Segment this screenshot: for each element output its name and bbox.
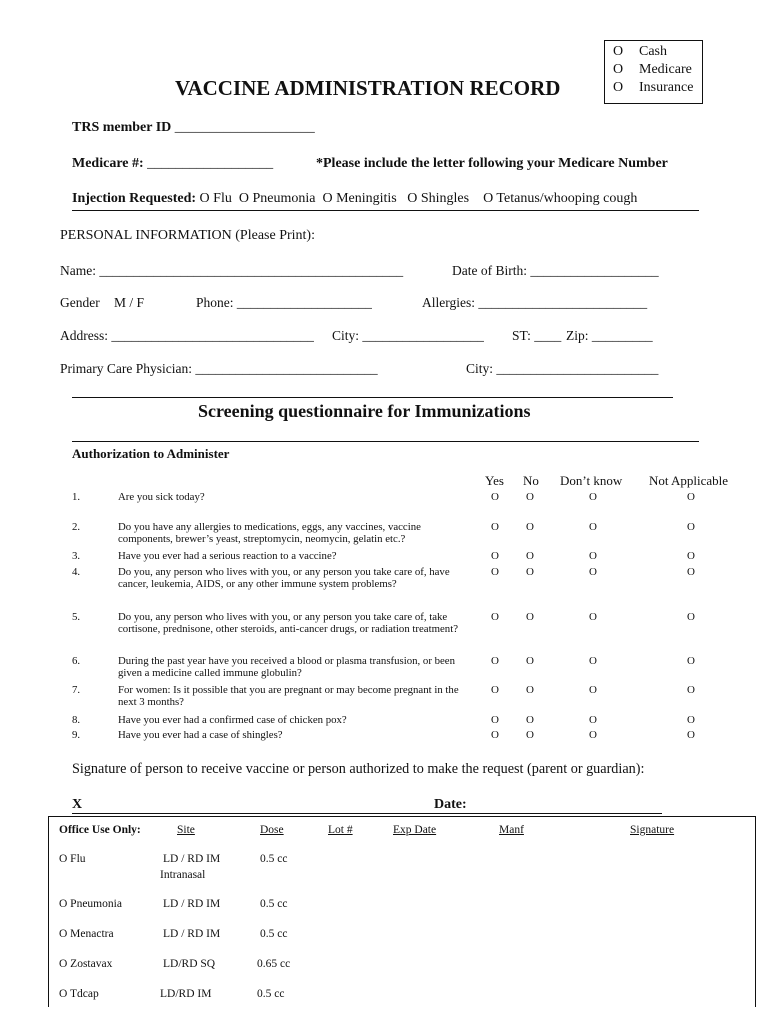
medicare-note: *Please include the letter following your Medicare Number [316, 156, 668, 171]
question-number: 8. [72, 714, 81, 726]
allergies-field[interactable]: Allergies: _________________________ [422, 295, 648, 310]
answer-yes-radio[interactable]: O [491, 566, 499, 578]
question-number: 1. [72, 491, 81, 503]
office-header-manf: Manf [499, 824, 524, 836]
question-number: 9. [72, 729, 81, 741]
injection-requested: Injection Requested: O Flu O Pneumonia O Meningitis O Shingles O Tetanus/whooping cough [72, 191, 638, 206]
office-row-site: LD/RD IM [160, 988, 212, 1000]
answer-dont-know-radio[interactable]: O [589, 729, 597, 741]
injection-option-tetanus[interactable]: O Tetanus/whooping cough [483, 191, 638, 206]
answer-no-radio[interactable]: O [526, 491, 534, 503]
payment-method-box [604, 40, 703, 104]
header-not-applicable: Not Applicable [649, 473, 729, 488]
office-row-dose: 0.5 cc [260, 928, 288, 940]
injection-option-meningitis[interactable]: O Meningitis [322, 191, 397, 206]
office-row-vaccine[interactable]: O Flu [59, 853, 86, 865]
payment-option-insurance[interactable]: O Insurance [613, 80, 694, 95]
answer-not-applicable-radio[interactable]: O [687, 566, 695, 578]
phone-field[interactable]: Phone: ____________________ [196, 295, 372, 310]
office-header-lot: Lot # [328, 824, 353, 836]
office-row-dose: 0.5 cc [257, 988, 285, 1000]
authorization-heading: Authorization to Administer [72, 446, 230, 461]
office-use-title: Office Use Only: [59, 824, 141, 836]
office-header-exp-date: Exp Date [393, 824, 437, 836]
payment-option-medicare[interactable]: O Medicare [613, 62, 692, 77]
question-text: Do you, any person who lives with you, or any person you take care of, take cortisone, prednisone, other steroids, anti-cancer drugs, or radiation treatment? [118, 611, 458, 635]
office-row-dose: 0.5 cc [260, 898, 288, 910]
screening-title: Screening questionnaire for Immunizations [198, 401, 531, 421]
office-row-vaccine[interactable]: O Tdcap [59, 988, 99, 1000]
office-header-signature: Signature [630, 824, 675, 836]
answer-dont-know-radio[interactable]: O [589, 491, 597, 503]
answer-not-applicable-radio[interactable]: O [687, 729, 695, 741]
medicare-number-field[interactable]: Medicare #: __________________ [72, 156, 274, 171]
question-number: 2. [72, 521, 81, 533]
answer-yes-radio[interactable]: O [491, 729, 499, 741]
answer-no-radio[interactable]: O [526, 521, 534, 533]
injection-option-flu[interactable]: O Flu [199, 191, 232, 206]
pcp-city-field[interactable]: City: ________________________ [466, 361, 659, 376]
page-title: VACCINE ADMINISTRATION RECORD [175, 76, 561, 100]
address-field[interactable]: Address: ______________________________ [60, 328, 314, 343]
question-text: Do you have any allergies to medications, eggs, any vaccines, vaccine components, brewer’s yeast, streptomycin, neomycin, gelatin etc.? [118, 521, 421, 545]
city-field[interactable]: City: __________________ [332, 328, 484, 343]
answer-dont-know-radio[interactable]: O [589, 684, 597, 696]
answer-yes-radio[interactable]: O [491, 550, 499, 562]
state-field[interactable]: ST: ____ [512, 328, 562, 343]
office-row-dose: 0.5 cc [260, 853, 288, 865]
question-text: During the past year have you received a blood or plasma transfusion, or been given a medicine called immune globulin? [118, 655, 455, 679]
office-row-site: LD / RD IM [163, 853, 221, 865]
question-text: Are you sick today? [118, 491, 205, 503]
question-text: Have you ever had a case of shingles? [118, 729, 283, 741]
trs-member-id-field[interactable]: TRS member ID ____________________ [72, 120, 315, 135]
name-field[interactable]: Name: _____________________________________________ [60, 263, 404, 278]
answer-dont-know-radio[interactable]: O [589, 550, 597, 562]
answer-yes-radio[interactable]: O [491, 655, 499, 667]
question-number: 3. [72, 550, 81, 562]
date-label: Date: [434, 797, 467, 812]
office-row-vaccine[interactable]: O Menactra [59, 928, 114, 940]
answer-no-radio[interactable]: O [526, 684, 534, 696]
question-number: 5. [72, 611, 81, 623]
answer-not-applicable-radio[interactable]: O [687, 684, 695, 696]
question-number: 6. [72, 655, 81, 667]
personal-info-heading: PERSONAL INFORMATION (Please Print): [60, 228, 315, 243]
question-text: Have you ever had a confirmed case of chicken pox? [118, 714, 347, 726]
dob-field[interactable]: Date of Birth: ___________________ [452, 263, 659, 278]
answer-no-radio[interactable]: O [526, 714, 534, 726]
answer-no-radio[interactable]: O [526, 655, 534, 667]
answer-no-radio[interactable]: O [526, 566, 534, 578]
header-no: No [523, 473, 539, 488]
question-text: Have you ever had a serious reaction to a vaccine? [118, 550, 337, 562]
header-yes: Yes [485, 473, 504, 488]
injection-option-shingles[interactable]: O Shingles [407, 191, 470, 206]
office-row-site-alt: Intranasal [160, 869, 206, 881]
answer-dont-know-radio[interactable]: O [589, 611, 597, 623]
answer-not-applicable-radio[interactable]: O [687, 550, 695, 562]
answer-not-applicable-radio[interactable]: O [687, 521, 695, 533]
answer-yes-radio[interactable]: O [491, 491, 499, 503]
signature-line[interactable] [72, 813, 662, 814]
divider [72, 397, 673, 398]
office-row-site: LD / RD IM [163, 898, 221, 910]
gender-options[interactable]: M / F [114, 295, 145, 310]
header-dont-know: Don’t know [560, 473, 623, 488]
office-row-site: LD/RD SQ [163, 958, 216, 970]
answer-yes-radio[interactable]: O [491, 714, 499, 726]
answer-not-applicable-radio[interactable]: O [687, 714, 695, 726]
office-header-dose: Dose [260, 824, 284, 836]
answer-not-applicable-radio[interactable]: O [687, 611, 695, 623]
answer-yes-radio[interactable]: O [491, 684, 499, 696]
answer-dont-know-radio[interactable]: O [589, 521, 597, 533]
office-use-table [48, 816, 756, 1007]
zip-field[interactable]: Zip: _________ [566, 328, 653, 343]
question-number: 4. [72, 566, 81, 578]
office-header-site: Site [177, 824, 195, 836]
question-number: 7. [72, 684, 81, 696]
answer-no-radio[interactable]: O [526, 550, 534, 562]
answer-no-radio[interactable]: O [526, 611, 534, 623]
office-row-dose: 0.65 cc [257, 958, 291, 970]
gender-label: Gender [60, 295, 100, 310]
divider [72, 441, 699, 442]
injection-option-pneumonia[interactable]: O Pneumonia [238, 191, 316, 206]
pcp-field[interactable]: Primary Care Physician: ___________________________ [60, 361, 378, 376]
signature-instructions: Signature of person to receive vaccine or person authorized to make the request (parent or guardian): [72, 761, 645, 777]
answer-dont-know-radio[interactable]: O [589, 714, 597, 726]
office-row-vaccine[interactable]: O Zostavax [59, 958, 113, 970]
signature-x: X [72, 797, 83, 812]
answer-yes-radio[interactable]: O [491, 611, 499, 623]
question-text: Do you, any person who lives with you, or any person you take care of, have cancer, leukemia, AIDS, or any other immune system problems? [118, 566, 450, 590]
answer-dont-know-radio[interactable]: O [589, 655, 597, 667]
divider [72, 210, 699, 211]
answer-not-applicable-radio[interactable]: O [687, 491, 695, 503]
office-row-site: LD / RD IM [163, 928, 221, 940]
answer-no-radio[interactable]: O [526, 729, 534, 741]
payment-option-cash[interactable]: O Cash [613, 44, 667, 59]
question-text: For women: Is it possible that you are pregnant or may become pregnant in the next 3 months? [118, 684, 459, 708]
answer-not-applicable-radio[interactable]: O [687, 655, 695, 667]
office-row-vaccine[interactable]: O Pneumonia [59, 898, 122, 910]
answer-dont-know-radio[interactable]: O [589, 566, 597, 578]
answer-yes-radio[interactable]: O [491, 521, 499, 533]
